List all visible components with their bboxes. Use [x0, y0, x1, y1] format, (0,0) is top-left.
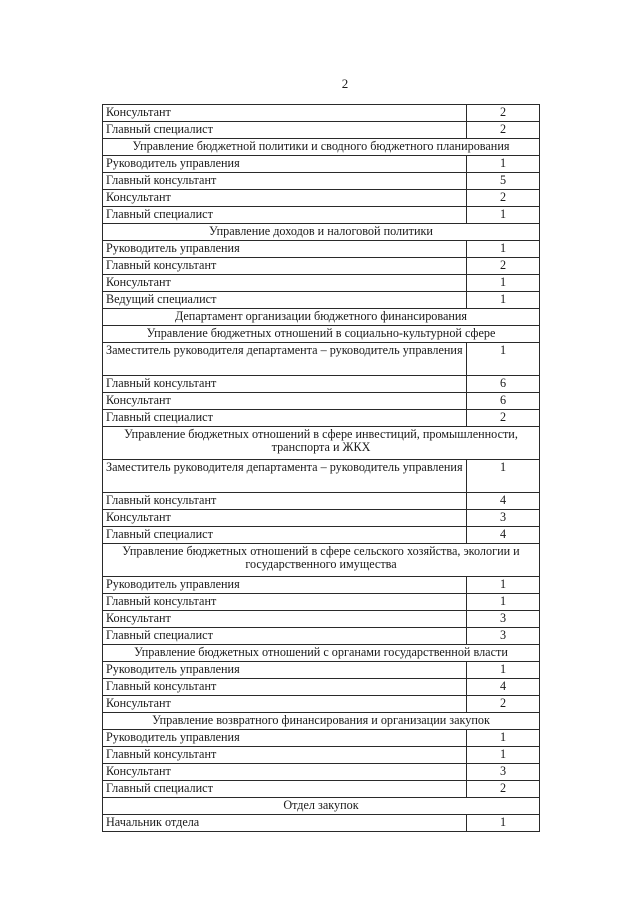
section-title: Отдел закупок	[103, 798, 540, 815]
position-name: Главный консультант	[103, 679, 467, 696]
section-title: Управление бюджетной политики и сводного бюджетного планирования	[103, 139, 540, 156]
section-header-row	[103, 798, 540, 815]
position-count: 1	[467, 730, 540, 747]
position-name: Руководитель управления	[103, 577, 467, 594]
position-count: 1	[467, 460, 540, 493]
position-row	[103, 173, 540, 190]
position-name: Начальник отдела	[103, 815, 467, 832]
position-count: 2	[467, 190, 540, 207]
position-count: 4	[467, 679, 540, 696]
position-name: Руководитель управления	[103, 156, 467, 173]
position-count: 2	[467, 122, 540, 139]
position-row	[103, 258, 540, 275]
position-name: Консультант	[103, 611, 467, 628]
position-row	[103, 781, 540, 798]
position-row	[103, 241, 540, 258]
section-header-row	[103, 713, 540, 730]
position-row	[103, 493, 540, 510]
position-row	[103, 292, 540, 309]
position-row	[103, 376, 540, 393]
position-count: 1	[467, 662, 540, 679]
section-header-row	[103, 224, 540, 241]
position-count: 3	[467, 628, 540, 645]
position-row	[103, 764, 540, 781]
position-name: Консультант	[103, 105, 467, 122]
position-row	[103, 628, 540, 645]
position-row	[103, 747, 540, 764]
position-count: 1	[467, 241, 540, 258]
position-count: 1	[467, 747, 540, 764]
section-header-row	[103, 544, 540, 577]
position-count: 2	[467, 696, 540, 713]
section-header-row	[103, 645, 540, 662]
position-row	[103, 460, 540, 493]
position-row	[103, 730, 540, 747]
position-name: Консультант	[103, 190, 467, 207]
position-row	[103, 679, 540, 696]
position-row	[103, 815, 540, 832]
position-row	[103, 156, 540, 173]
position-row	[103, 190, 540, 207]
staffing-table	[102, 104, 540, 832]
position-name: Консультант	[103, 393, 467, 410]
position-name: Главный специалист	[103, 527, 467, 544]
position-count: 3	[467, 611, 540, 628]
position-row	[103, 393, 540, 410]
section-header-row	[103, 309, 540, 326]
position-name: Главный консультант	[103, 258, 467, 275]
position-name: Главный консультант	[103, 376, 467, 393]
position-row	[103, 594, 540, 611]
position-count: 1	[467, 275, 540, 292]
position-row	[103, 527, 540, 544]
position-row	[103, 122, 540, 139]
position-name: Главный консультант	[103, 493, 467, 510]
position-row	[103, 510, 540, 527]
position-count: 2	[467, 105, 540, 122]
position-name: Главный консультант	[103, 173, 467, 190]
position-count: 3	[467, 510, 540, 527]
position-name: Руководитель управления	[103, 241, 467, 258]
position-name: Консультант	[103, 696, 467, 713]
position-name: Консультант	[103, 275, 467, 292]
position-count: 6	[467, 376, 540, 393]
position-count: 2	[467, 410, 540, 427]
position-row	[103, 343, 540, 376]
position-row	[103, 275, 540, 292]
position-count: 1	[467, 815, 540, 832]
section-header-row	[103, 427, 540, 460]
position-name: Консультант	[103, 510, 467, 527]
position-name: Главный специалист	[103, 781, 467, 798]
position-row	[103, 662, 540, 679]
staffing-table-body	[103, 105, 540, 832]
section-title: Управление возвратного финансирования и организации закупок	[103, 713, 540, 730]
position-name: Главный специалист	[103, 207, 467, 224]
position-count: 2	[467, 781, 540, 798]
section-title: Управление бюджетных отношений с органами государственной власти	[103, 645, 540, 662]
section-header-row	[103, 139, 540, 156]
position-name: Консультант	[103, 764, 467, 781]
position-name: Руководитель управления	[103, 662, 467, 679]
position-count: 1	[467, 207, 540, 224]
position-name: Главный консультант	[103, 747, 467, 764]
position-count: 3	[467, 764, 540, 781]
position-count: 1	[467, 156, 540, 173]
position-count: 2	[467, 258, 540, 275]
position-row	[103, 207, 540, 224]
position-row	[103, 105, 540, 122]
position-count: 4	[467, 527, 540, 544]
position-name: Главный специалист	[103, 122, 467, 139]
position-count: 1	[467, 577, 540, 594]
position-count: 6	[467, 393, 540, 410]
section-title: Управление бюджетных отношений в социально-культурной сфере	[103, 326, 540, 343]
position-count: 4	[467, 493, 540, 510]
position-name: Руководитель управления	[103, 730, 467, 747]
section-title: Департамент организации бюджетного финансирования	[103, 309, 540, 326]
section-title: Управление бюджетных отношений в сфере сельского хозяйства, экологии и государственного имущества	[103, 544, 540, 577]
position-row	[103, 696, 540, 713]
position-name: Главный специалист	[103, 628, 467, 645]
position-row	[103, 410, 540, 427]
position-name: Ведущий специалист	[103, 292, 467, 309]
position-row	[103, 577, 540, 594]
position-count: 1	[467, 594, 540, 611]
page-number: 2	[341, 76, 349, 91]
position-name: Главный специалист	[103, 410, 467, 427]
position-count: 5	[467, 173, 540, 190]
section-title: Управление доходов и налоговой политики	[103, 224, 540, 241]
position-count: 1	[467, 292, 540, 309]
position-count: 1	[467, 343, 540, 376]
section-header-row	[103, 326, 540, 343]
section-title: Управление бюджетных отношений в сфере инвестиций, промышленности, транспорта и ЖКХ	[103, 427, 540, 460]
position-name: Главный консультант	[103, 594, 467, 611]
position-name: Заместитель руководителя департамента – руководитель управления	[103, 343, 467, 376]
position-row	[103, 611, 540, 628]
position-name: Заместитель руководителя департамента – руководитель управления	[103, 460, 467, 493]
